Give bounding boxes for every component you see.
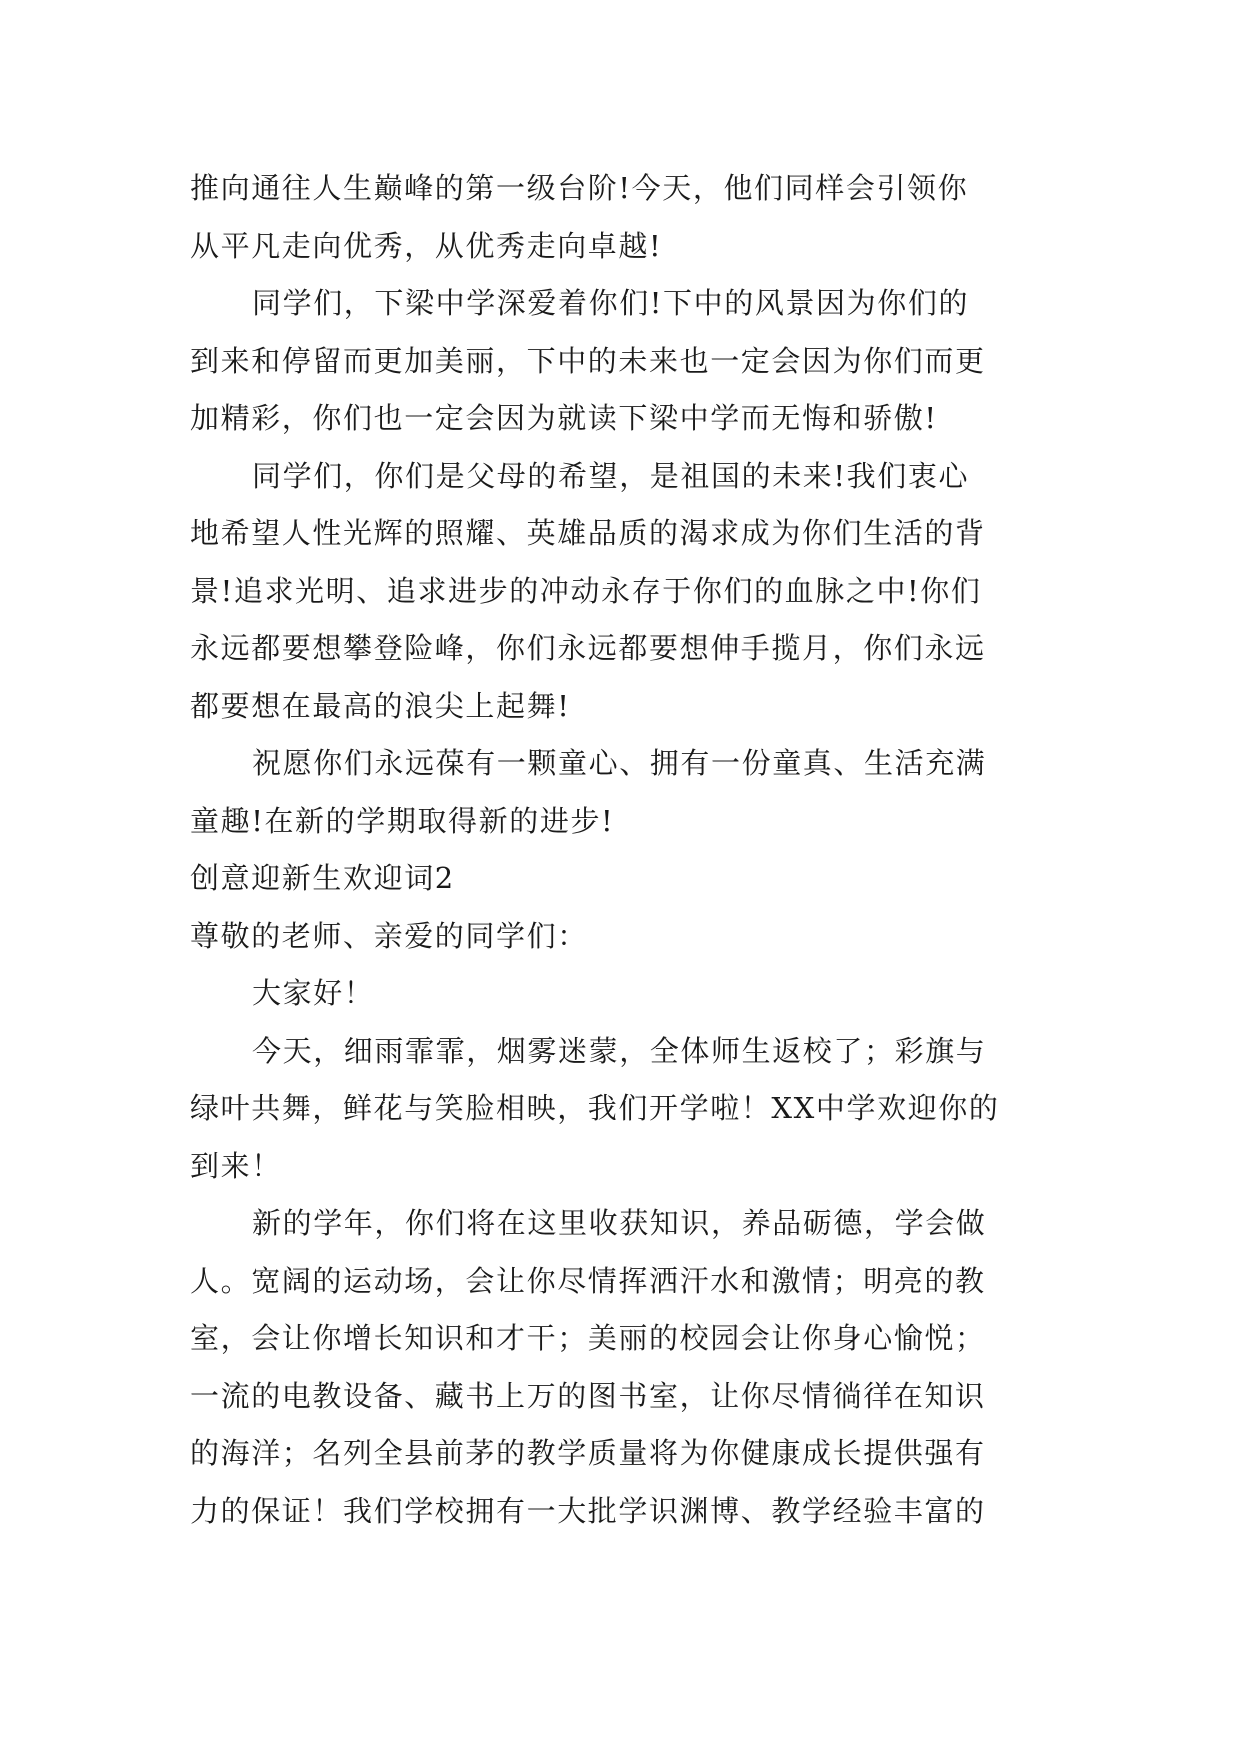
text-line: 景!追求光明、追求进步的冲动永存于你们的血脉之中!你们 <box>190 573 982 608</box>
text-line: 同学们，下梁中学深爱着你们!下中的风景因为你们的 <box>252 286 970 320</box>
text-line: 加精彩，你们也一定会因为就读下梁中学而无悔和骄傲! <box>190 401 938 435</box>
text-line: 都要想在最高的浪尖上起舞! <box>190 688 571 723</box>
text-line: 尊敬的老师、亲爱的同学们： <box>190 918 588 953</box>
paragraph-continued <box>190 160 1052 275</box>
text-line: 永远都要想攀登险峰，你们永远都要想伸手揽月，你们永远 <box>190 631 986 665</box>
text-line: 祝愿你们永远葆有一颗童心、拥有一份童真、生活充满 <box>252 746 987 780</box>
text-line: 到来！ <box>190 1148 282 1183</box>
text-line: 到来和停留而更加美丽，下中的未来也一定会因为你们而更 <box>190 343 986 378</box>
text-line: 人。宽阔的运动场，会让你尽情挥洒汗水和激情；明亮的教 <box>190 1263 986 1298</box>
text-line: 一流的电教设备、藏书上万的图书室，让你尽情徜徉在知识 <box>190 1378 986 1413</box>
paragraph-school-love <box>190 275 1052 448</box>
section-title: 创意迎新生欢迎词2 <box>190 861 455 895</box>
paragraph-today <box>190 1023 1052 1196</box>
paragraph-hope <box>190 448 1052 736</box>
greeting <box>190 965 1052 1023</box>
document-body <box>190 160 1052 1540</box>
text-line: 推向通往人生巅峰的第一级台阶!今天，他们同样会引领你 <box>190 171 969 205</box>
text-line: 力的保证！我们学校拥有一大批学识渊博、教学经验丰富的 <box>190 1493 986 1528</box>
text-line: 新的学年，你们将在这里收获知识，养品砺德，学会做 <box>252 1206 987 1240</box>
text-line: 同学们，你们是父母的希望，是祖国的未来!我们衷心 <box>252 458 970 493</box>
text-line: 从平凡走向优秀，从优秀走向卓越! <box>190 228 663 263</box>
salutation <box>190 908 1052 966</box>
text-line: 的海洋；名列全县前茅的教学质量将为你健康成长提供强有 <box>190 1436 986 1470</box>
paragraph-wishes <box>190 735 1052 850</box>
text-line: 室，会让你增长知识和才干；美丽的校园会让你身心愉悦； <box>190 1321 986 1355</box>
text-line: 绿叶共舞，鲜花与笑脸相映，我们开学啦！XX中学欢迎你的 <box>190 1091 1000 1125</box>
text-line: 今天，细雨霏霏，烟雾迷蒙，全体师生返校了；彩旗与 <box>252 1033 987 1068</box>
text-line: 大家好！ <box>252 976 375 1010</box>
paragraph-new-year <box>190 1195 1052 1540</box>
text-line: 童趣!在新的学期取得新的进步! <box>190 803 615 838</box>
text-line: 地希望人性光辉的照耀、英雄品质的渴求成为你们生活的背 <box>190 516 986 550</box>
